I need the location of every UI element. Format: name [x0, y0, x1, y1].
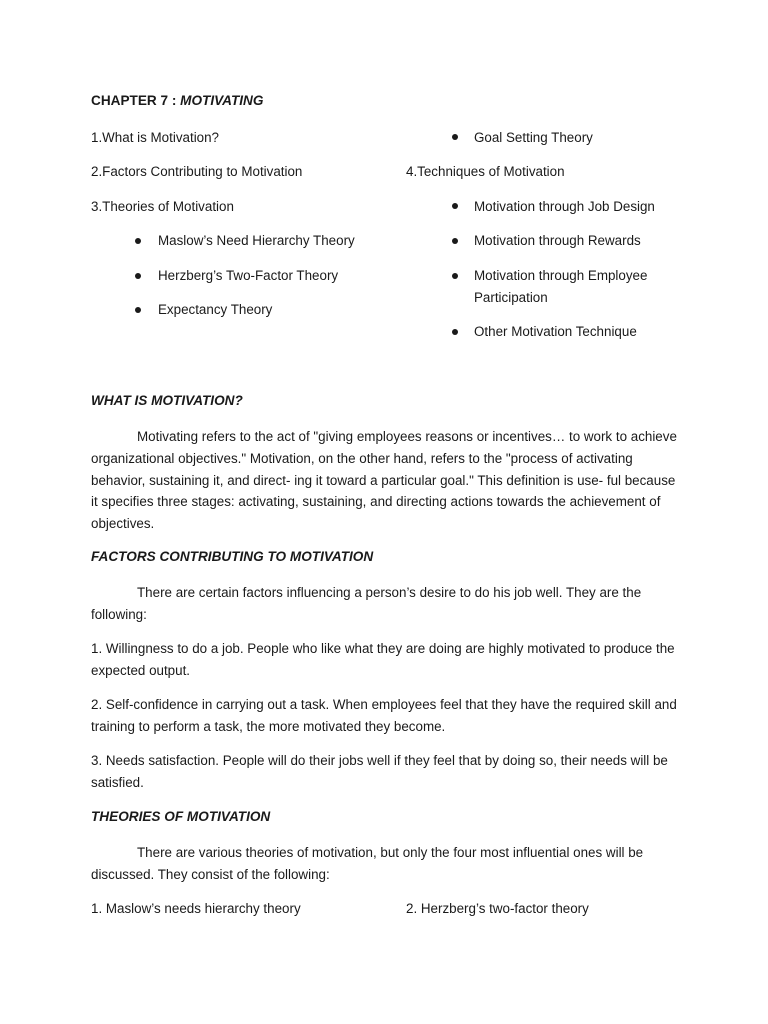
bullet-dot	[452, 273, 458, 279]
theory-item: Maslow’s Need Hierarchy Theory	[158, 233, 355, 248]
bullet-dot	[452, 203, 458, 209]
section-heading-theories: THEORIES OF MOTIVATION	[91, 809, 271, 824]
technique-item: Motivation through Job Design	[474, 199, 655, 214]
theory-list-item: 1. Maslow’s needs hierarchy theory	[91, 901, 301, 916]
factor-item: 1. Willingness to do a job. People who like what they are doing are highly motivated to produce the expected output.	[91, 641, 675, 678]
factors-intro-paragraph: There are certain factors influencing a person’s desire to do his job well. They are the following:	[91, 585, 642, 622]
what-is-motivation-paragraph: Motivating refers to the act of "giving employees reasons or incentives… to work to achieve organizational objectives." Motivation, on the other hand, refers to the "process of activating behavior, sustaining it, and direct- ing it toward a particular goal." This definition is use- ful because it specifies three stages: activating, sustaining, and directing actions towards the achievement of objectives.	[91, 429, 677, 532]
section-heading-what-is-motivation: WHAT IS MOTIVATION?	[91, 393, 243, 408]
technique-item-continuation: Participation	[474, 290, 548, 305]
toc-item-2: 2.Factors Contributing to Motivation	[91, 164, 303, 179]
theory-item: Goal Setting Theory	[474, 130, 593, 145]
bullet-dot	[452, 134, 458, 140]
technique-item: Motivation through Rewards	[474, 233, 641, 248]
bullet-dot	[135, 273, 141, 279]
bullet-dot	[135, 307, 141, 313]
bullet-dot	[452, 329, 458, 335]
theories-intro-paragraph: There are various theories of motivation, but only the four most influential ones will be discussed. They consist of the following:	[91, 845, 644, 882]
toc-item-4: 4.Techniques of Motivation	[406, 164, 565, 179]
section-heading-factors: FACTORS CONTRIBUTING TO MOTIVATION	[91, 549, 374, 564]
toc-item-1: 1.What is Motivation?	[91, 130, 220, 145]
factor-item: 3. Needs satisfaction. People will do their jobs well if they feel that by doing so, their needs will be satisfied.	[91, 753, 668, 790]
technique-item: Motivation through Employee	[474, 268, 648, 283]
chapter-name: MOTIVATING	[180, 93, 264, 108]
theory-item: Expectancy Theory	[158, 302, 273, 317]
chapter-title	[91, 93, 263, 108]
technique-item: Other Motivation Technique	[474, 324, 637, 339]
bullet-dot	[135, 238, 141, 244]
chapter-prefix: CHAPTER 7 :	[91, 93, 181, 108]
theory-list-item: 2. Herzberg’s two-factor theory	[406, 901, 589, 916]
toc-item-3: 3.Theories of Motivation	[91, 199, 234, 214]
bullet-dot	[452, 238, 458, 244]
factor-item: 2. Self-confidence in carrying out a task. When employees feel that they have the required skill and training to perform a task, the more motivated they become.	[91, 697, 677, 734]
theory-item: Herzberg’s Two-Factor Theory	[158, 268, 339, 283]
